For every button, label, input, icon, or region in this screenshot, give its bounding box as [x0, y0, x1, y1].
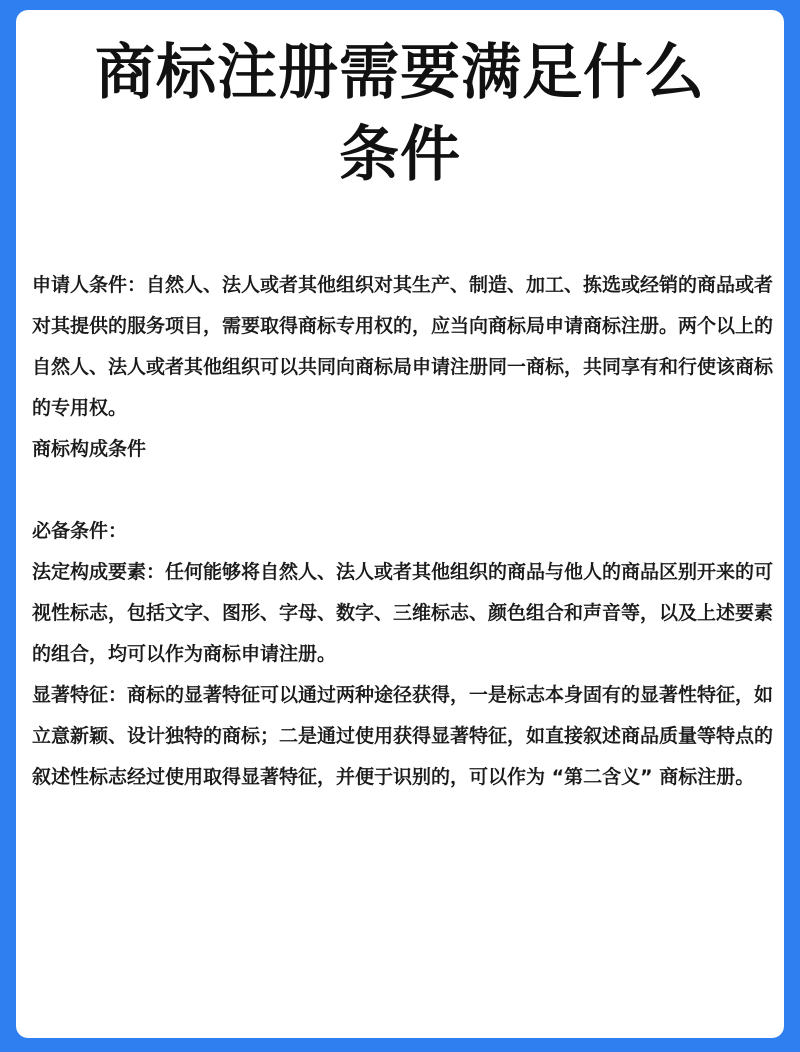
title-line-2: 条件 [339, 120, 461, 190]
blank-line [32, 470, 780, 511]
content-card [16, 10, 784, 1038]
article-body [32, 265, 780, 798]
applicant-conditions-paragraph: 申请人条件：自然人、法人或者其他组织对其生产、制造、加工、拣选或经销的商品或者对其提供的服务项目，需要取得商标专用权的，应当向商标局申请商标注册。两个以上的自然人、法人或者其他组织可以共同向商标局申请注册同一商标，共同享有和行使该商标的专用权。 [32, 274, 774, 419]
page-title [16, 32, 784, 196]
composition-conditions-heading: 商标构成条件 [32, 438, 147, 460]
legal-elements-paragraph: 法定构成要素：任何能够将自然人、法人或者其他组织的商品与他人的商品区别开来的可视性标志，包括文字、图形、字母、数字、三维标志、颜色组合和声音等，以及上述要素的组合，均可以作为商标申请注册。 [32, 561, 774, 665]
required-conditions-heading: 必备条件： [32, 520, 128, 542]
distinctive-features-paragraph: 显著特征：商标的显著特征可以通过两种途径获得，一是标志本身固有的显著性特征，如立意新颖、设计独特的商标；二是通过使用获得显著特征，如直接叙述商品质量等特点的叙述性标志经过使用取得显著特征，并便于识别的，可以作为 “第二含义” 商标注册。 [32, 684, 774, 788]
title-line-1: 商标注册需要满足什么 [95, 38, 705, 108]
